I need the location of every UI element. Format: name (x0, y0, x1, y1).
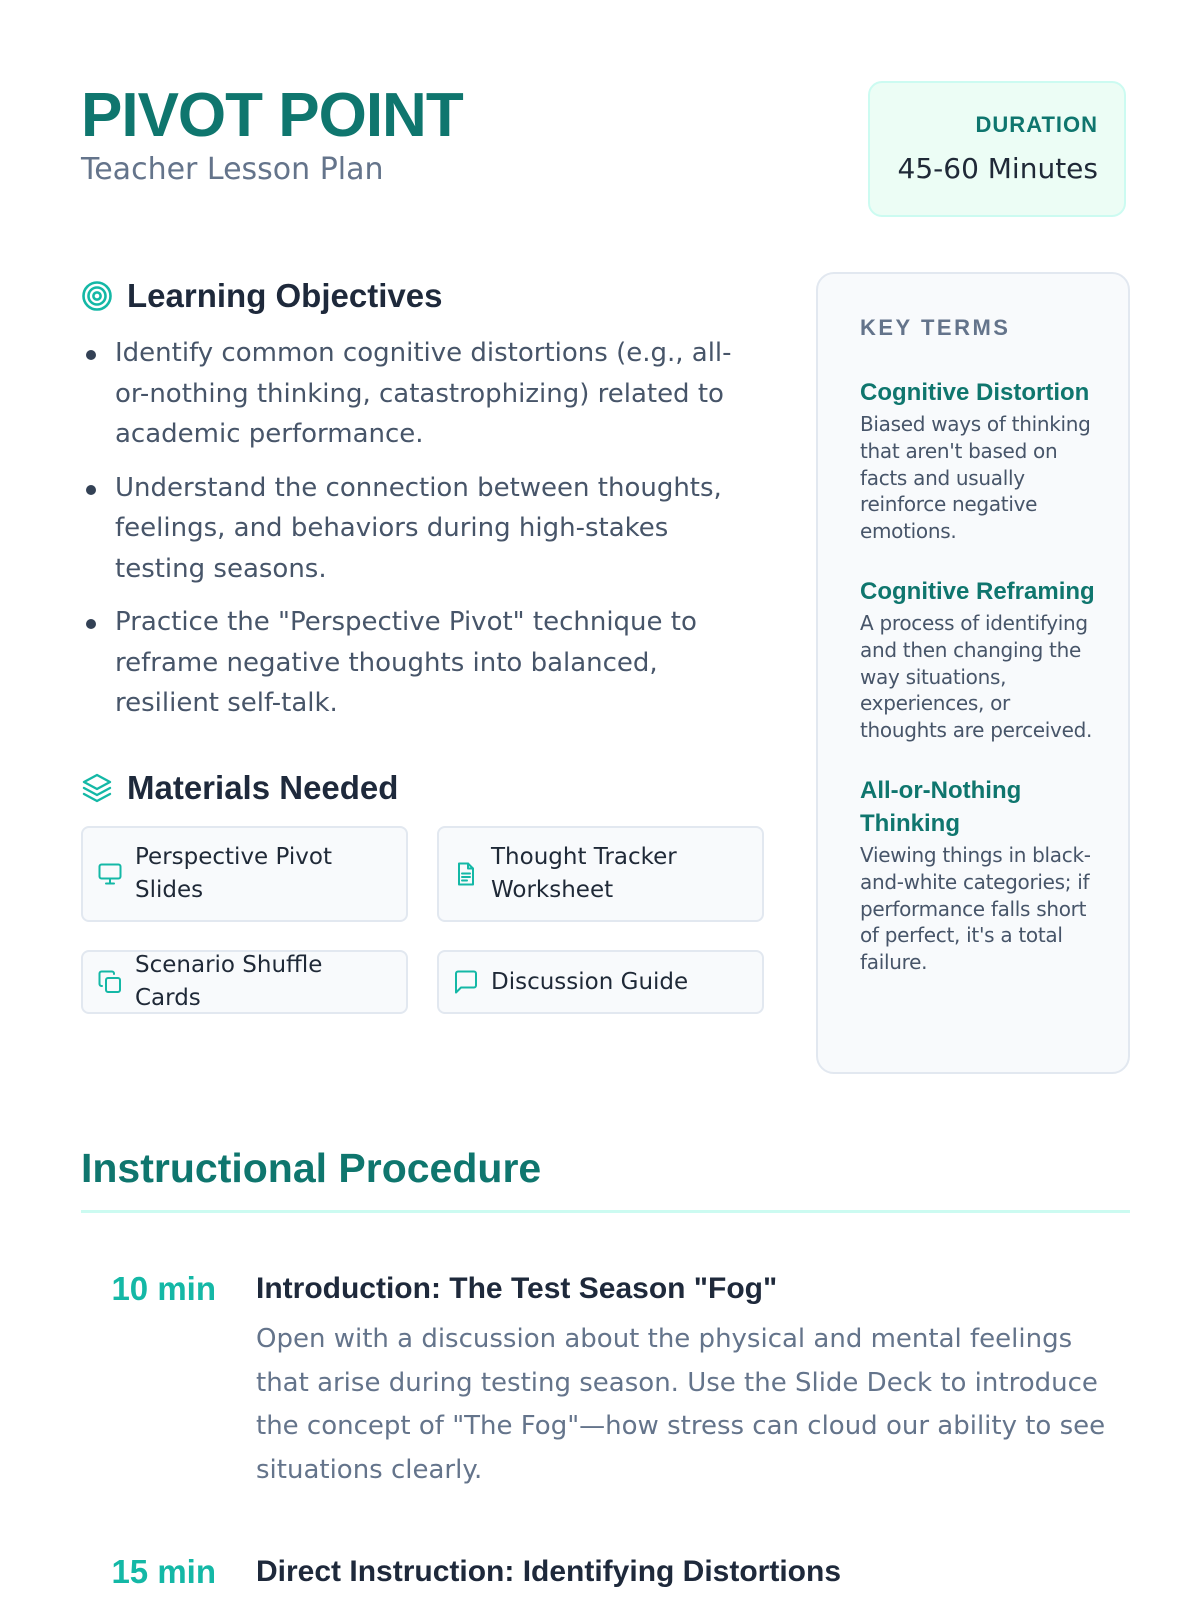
page-title: PIVOT POINT (81, 81, 463, 150)
key-term-name: Cognitive Distortion (860, 379, 1090, 406)
step-description: Open with a discussion about the physical and mental feelings that arise during testing season. Use the Slide Deck to introduce the concept of "The Fog"—how stress can cloud our ability to see situations clearly. (256, 1324, 1106, 1485)
material-item-guide (437, 950, 764, 1014)
key-term (860, 774, 1096, 976)
key-term-name: Cognitive Reframing (860, 577, 1095, 605)
procedure-divider (81, 1210, 1130, 1213)
copy-cards-icon (97, 969, 123, 995)
procedure-heading: Instructional Procedure (81, 1145, 542, 1191)
step-time: 10 min (111, 1270, 216, 1307)
page-subtitle: Teacher Lesson Plan (81, 152, 384, 187)
material-label: Thought Tracker Worksheet (491, 844, 677, 903)
objective-item: Practice the "Perspective Pivot" technique to reframe negative thoughts into balanced, resilient self-talk. (81, 602, 761, 724)
key-term (860, 376, 1096, 545)
duration-label: DURATION (975, 112, 1098, 137)
key-term-name: All-or-Nothing Thinking (860, 776, 1022, 837)
key-term-definition: Biased ways of thinking that aren't based on facts and usually reinforce negative emotions. (860, 412, 1091, 544)
objectives-heading-label: Learning Objectives (127, 277, 443, 314)
key-term-definition: A process of identifying and then changing the way situations, experiences, or thoughts are perceived. (860, 610, 1093, 743)
monitor-icon (97, 861, 123, 887)
chat-bubble-icon (453, 969, 479, 995)
key-term (860, 575, 1096, 744)
target-icon (81, 280, 113, 312)
key-terms-heading: KEY TERMS (860, 315, 1011, 340)
objectives-heading (81, 276, 442, 316)
step-title: Introduction: The Test Season "Fog" (256, 1272, 778, 1305)
document-icon (453, 861, 479, 887)
step-time: 15 min (111, 1553, 216, 1590)
objective-item: Identify common cognitive distortions (e.g., all-or-nothing thinking, catastrophizing) related to academic performance. (81, 333, 761, 455)
duration-value: 45-60 Minutes (897, 152, 1098, 185)
material-label: Scenario Shuffle Cards (135, 952, 323, 1011)
material-label: Discussion Guide (491, 968, 689, 995)
objective-item: Understand the connection between thoughts, feelings, and behaviors during high-stakes testing seasons. (81, 468, 761, 590)
materials-heading-label: Materials Needed (127, 769, 399, 806)
material-label: Perspective Pivot Slides (135, 844, 332, 903)
objectives-list (81, 333, 761, 737)
material-item-cards (81, 950, 408, 1014)
material-item-worksheet (437, 826, 764, 922)
material-item-slides (81, 826, 408, 922)
key-terms-panel (816, 272, 1130, 1074)
layers-icon (81, 772, 113, 804)
materials-heading (81, 768, 398, 808)
key-term-definition: Viewing things in black-and-white categories; if performance falls short of perfect, it's a total failure. (860, 842, 1091, 975)
step-title: Direct Instruction: Identifying Distortions (256, 1555, 842, 1588)
duration-badge (868, 81, 1126, 217)
